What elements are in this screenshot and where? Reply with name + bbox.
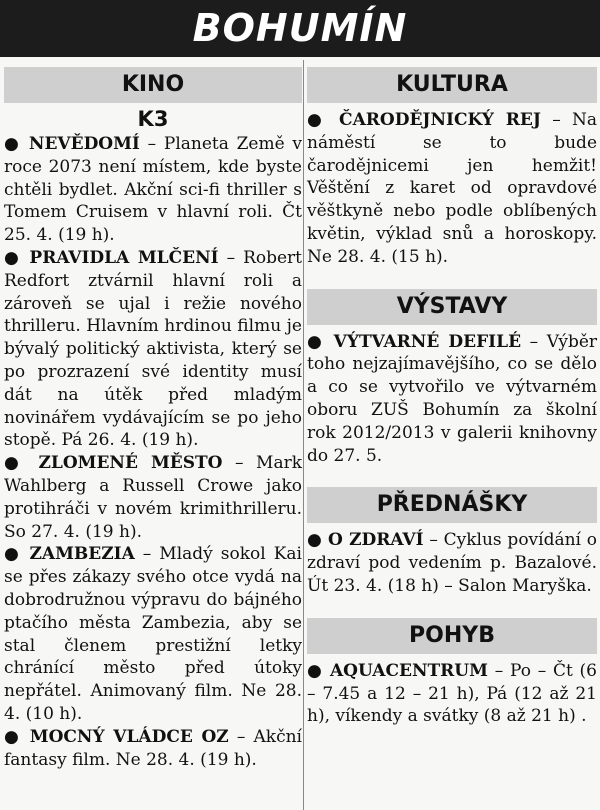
entry-name: ZAMBEZIA — [29, 544, 135, 565]
kultura-heading: KULTURA — [307, 67, 597, 103]
kino-entry — [4, 452, 302, 543]
right-column — [307, 60, 597, 810]
entry-text: – Na náměstí se to bude čarodějnicemi jen hemžit! Věštění z karet od opravdové věštkyně nebo podle oblíbených květin, výklad snů a horoskopy. Ne 28. 4. (15 h). — [307, 110, 597, 267]
bullet-icon: ● — [4, 247, 22, 268]
entry-name: PRAVIDLA MLČENÍ — [29, 247, 219, 268]
prednasky-entry — [307, 529, 597, 597]
kino-venue: K3 — [137, 107, 169, 131]
vystavy-entry — [307, 331, 597, 468]
entry-text: – Mladý sokol Kai se přes zákazy svého otce vydá na dobrodružnou výpravu do bájného ptačího města Zambezia, aby se stal členem prestižní letky chránící město před útoky nepřátel. Animovaný film. Ne 28. 4. (10 h). — [4, 544, 302, 724]
entry-text: – Akční fantasy film. Ne 28. 4. (19 h). — [4, 726, 302, 770]
entry-name: O ZDRAVÍ — [328, 530, 424, 551]
bullet-icon: ● — [307, 110, 328, 130]
kultura-entry — [307, 109, 597, 269]
entry-name: AQUACENTRUM — [329, 660, 488, 681]
kino-entry — [4, 543, 302, 725]
vystavy-heading: VÝSTAVY — [307, 289, 597, 325]
bullet-icon: ● — [4, 134, 22, 154]
entry-text: – Cyklus povídání o zdraví pod vedením p. Bazalové. Út 23. 4. (18 h) – Salon Maryška. — [307, 530, 598, 596]
kino-entry — [4, 247, 302, 452]
prednasky-heading: PŘEDNÁŠKY — [307, 487, 597, 523]
pohyb-heading: POHYB — [307, 618, 597, 654]
entry-text: – Planeta Země v roce 2073 není místem, kde byste chtěli bydlet. Akční sci-fi thriller s Tomem Cruisem v hlavní roli. Čt 25. 4. (19 h). — [4, 134, 303, 246]
bullet-icon: ● — [4, 544, 22, 565]
entry-name: ZLOMENÉ MĚSTO — [38, 453, 223, 474]
entry-name: VÝTVARNÉ DEFILÉ — [333, 331, 522, 352]
entry-name: NEVĚDOMÍ — [28, 134, 140, 154]
entry-text: – Mark Wahlberg a Russell Crowe jako protihráči v novém krimithrilleru. So 27. 4. (19 h). — [4, 453, 303, 542]
kino-entry — [4, 133, 302, 247]
page-title: BOHUMÍN — [0, 0, 600, 57]
kino-entry — [4, 726, 302, 772]
entry-name: ČARODĚJNICKÝ REJ — [339, 110, 541, 130]
bullet-icon: ● — [4, 453, 26, 474]
bullet-icon: ● — [307, 660, 324, 681]
entry-name: MOCNÝ VLÁDCE OZ — [29, 726, 229, 747]
entry-text: – Výběr toho nejzajímavějšího, co se dělo a co se vytvořilo ve výtvarném oboru ZUŠ Bohumín za školní rok 2012/2013 v galerii knihovny do 27. 5. — [307, 331, 598, 466]
bullet-icon: ● — [4, 726, 22, 747]
entry-text: – Po – Čt (6 – 7.45 a 12 – 21 h), Pá (12 až 21 h), víkendy a svátky (8 až 21 h) . — [307, 660, 598, 727]
column-divider — [303, 60, 304, 810]
pohyb-entry — [307, 660, 597, 728]
bullet-icon: ● — [307, 530, 323, 551]
entry-text: – Robert Redfort ztvárnil hlavní roli a zároveň se ujal i režie nového thrilleru. Hlavním hrdinou filmu je bývalý politický aktivista, který se po prozrazení své identity musí dát na útěk před mladým novinářem vydávajícím se po jeho stopě. Pá 26. 4. (19 h). — [4, 247, 303, 451]
kino-column — [4, 60, 302, 810]
kino-heading: KINO — [4, 67, 302, 103]
bullet-icon: ● — [307, 331, 326, 352]
